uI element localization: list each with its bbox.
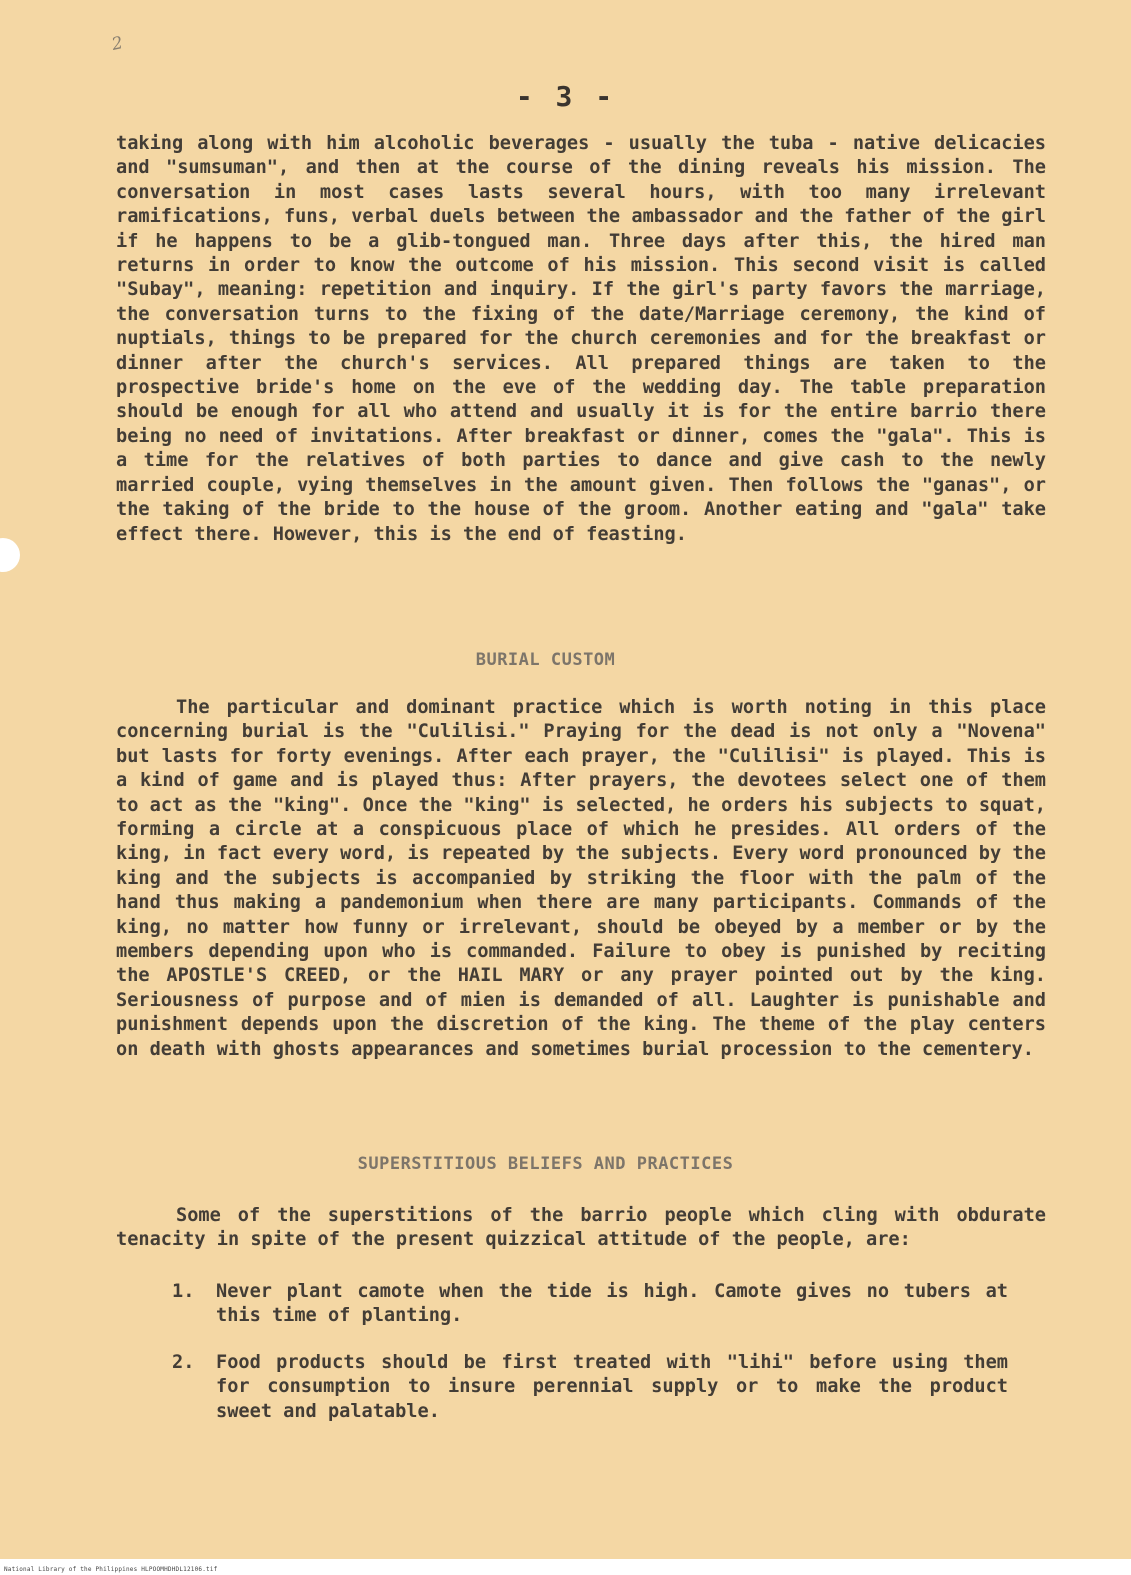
list-item-text: Food products should be first treated with "lihi" before using them for consumption to insure perennial supply or to make the product sweet and palatable. — [216, 1351, 1008, 1422]
paragraph-burial-custom: The particular and dominant practice which is worth noting in this place concerning burial is the "Culilisi." Praying for the dead is not only a "Novena" but lasts for forty evenings. After each prayer, the "Culilisi" is played. This is a kind of game and is played thus: After prayers, the devotees select one of them to act as the "king". Once the "king" is selected, he orders his subjects to squat, forming a circle at a conspicuous place of which he presides. All orders of the king, in fact every word, is repeated by the subjects. Every word pronounced by the king and the subjects is accompanied by striking the floor with the palm of the hand thus making a pandemonium when there are many participants. Commands of the king, no matter how funny or irrelevant, should be obeyed by a member or by the members depending upon who is commanded. Failure to obey is punished by reciting the APOSTLE'S CREED, or the HAIL MARY or any prayer pointed out by the king. Seriousness of purpose and of mien is demanded of all. Laughter is punishable and punishment depends upon the discretion of the king. The theme of the play centers on death with ghosts appearances and sometimes burial procession to the cementery. — [116, 697, 1046, 1060]
list-item — [172, 1280, 1008, 1329]
list-item-number: 2. — [172, 1351, 195, 1373]
list-item-text: Never plant camote when the tide is high. Camote gives no tubers at this time of planting. — [216, 1281, 1008, 1327]
heading-burial-custom: BURIAL CUSTOM — [475, 650, 616, 670]
heading-superstitious-beliefs: SUPERSTITIOUS BELIEFS AND PRACTICES — [357, 1154, 734, 1174]
scan-footer — [0, 1559, 1131, 1575]
footer-stamp: National Library of the Philippines HLPOOMHDHDL12106.tif — [4, 1566, 218, 1573]
page-number: - 3 - — [515, 80, 616, 113]
punch-hole — [0, 538, 20, 572]
paragraph-superstitions-intro: Some of the superstitions of the barrio people which cling with obdurate tenacity in spite of the present quizzical attitude of the people, are: — [116, 1205, 1046, 1251]
list-item-number: 1. — [172, 1281, 195, 1302]
paragraph-marriage-custom: taking along with him alcoholic beverages - usually the tuba - native delicacies and "sumsuman", and then at the course of the dining reveals his mission. The conversation in most cases lasts several hours, with too many irrelevant ramifications, funs, verbal duels between the ambassador and the father of the girl if he happens to be a glib-tongued man. Three days after this, the hired man returns in order to know the outcome of his mission. This second visit is called "Subay", meaning: repetition and inquiry. If the girl's party favors the marriage, the conversation turns to the fixing of the date/Marriage ceremony, the kind of nuptials, things to be prepared for the church ceremonies and for the breakfast or dinner after the church's services. All prepared things are taken to the prospective bride's home on the eve of the wedding day. The table preparation should be enough for all who attend and usually it is for the entire barrio there being no need of invitations. After breakfast or dinner, comes the "gala". This is a time for the relatives of both parties to dance and give cash to the newly married couple, vying themselves in the amount given. Then follows the "ganas", or the taking of the bride to the house of the groom. Another eating and "gala" take effect there. However, this is the end of feasting. — [116, 133, 1046, 545]
handwritten-annotation: 2 — [110, 33, 125, 55]
superstitions-list — [172, 1280, 1008, 1446]
list-item — [172, 1351, 1008, 1424]
